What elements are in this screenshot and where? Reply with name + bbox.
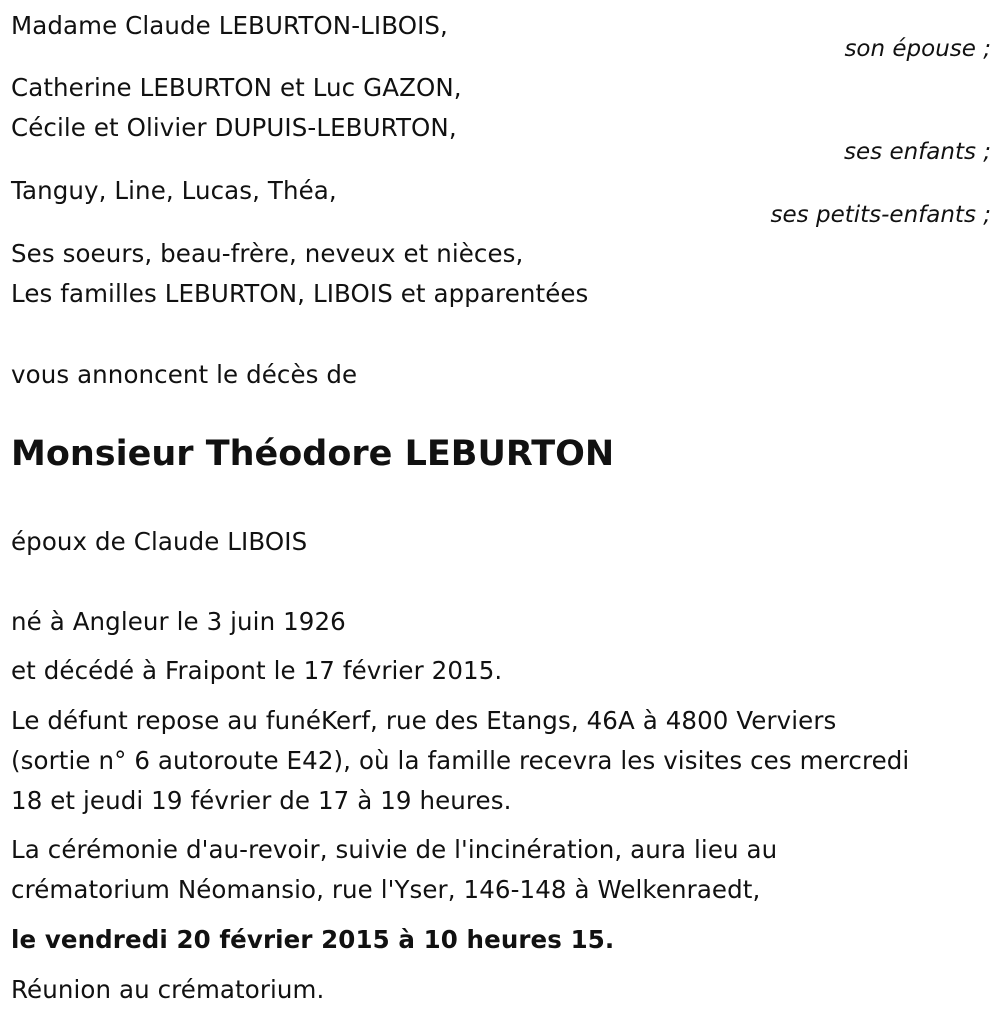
viewing-line-2: (sortie n° 6 autoroute E42), où la famille recevra les visites ces mercredi — [11, 746, 910, 775]
spouse-role: son épouse ; — [844, 36, 991, 62]
ceremony-line-1: La cérémonie d'au-revoir, suivie de l'incinération, aura lieu au — [11, 835, 778, 864]
viewing-line-3: 18 et jeudi 19 février de 17 à 19 heures. — [11, 786, 512, 815]
gathering-info: Réunion au crématorium. — [11, 975, 325, 1004]
spouse-name: Madame Claude LEBURTON-LIBOIS, — [11, 11, 448, 40]
children-role: ses enfants ; — [844, 139, 991, 165]
viewing-line-1: Le défunt repose au funéKerf, rue des Etangs, 46A à 4800 Verviers — [11, 706, 837, 735]
birth-info: né à Angleur le 3 juin 1926 — [11, 607, 346, 636]
spouse-of: époux de Claude LIBOIS — [11, 527, 308, 556]
child-2: Cécile et Olivier DUPUIS-LEBURTON, — [11, 113, 457, 142]
ceremony-line-2: crématorium Néomansio, rue l'Yser, 146-148 à Welkenraedt, — [11, 875, 761, 904]
grandchildren-names: Tanguy, Line, Lucas, Théa, — [11, 176, 337, 205]
announcement-intro: vous annoncent le décès de — [11, 360, 358, 389]
grandchildren-role: ses petits-enfants ; — [770, 202, 991, 228]
child-1: Catherine LEBURTON et Luc GAZON, — [11, 73, 462, 102]
ceremony-datetime: le vendredi 20 février 2015 à 10 heures 15. — [11, 925, 615, 954]
relatives-line-1: Ses soeurs, beau-frère, neveux et nièces, — [11, 239, 524, 268]
death-info: et décédé à Fraipont le 17 février 2015. — [11, 656, 503, 685]
relatives-line-2: Les familles LEBURTON, LIBOIS et apparentées — [11, 279, 589, 308]
deceased-name: Monsieur Théodore LEBURTON — [11, 434, 615, 474]
